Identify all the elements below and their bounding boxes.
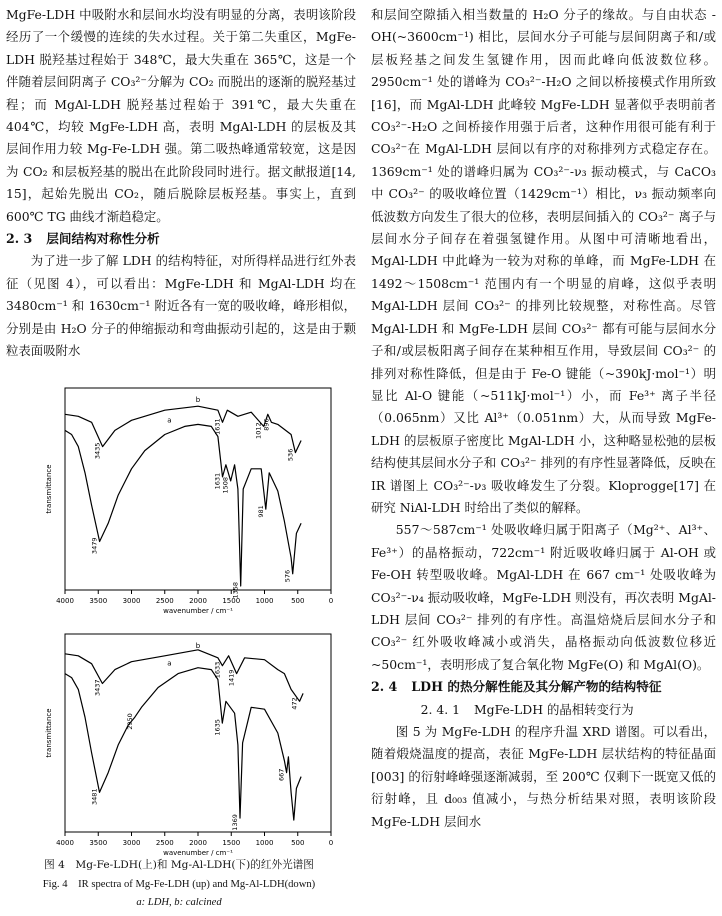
right-column — [371, 4, 716, 833]
peak-label: 3479 — [90, 537, 99, 555]
x-tick-label: 2000 — [189, 839, 207, 847]
peak-label: 1358 — [231, 581, 240, 599]
subsection-number: 2. 4. 1 — [420, 701, 460, 717]
left-paragraph-1: MgFe-LDH 中吸附水和层间水均没有明显的分离，表明该阶段经历了一个缓慢的连续的失水过程。关于第二失重区，MgFe-LDH 脱羟基过程始于 348℃，最大失重在 365℃，这是一个伴随着层间阴离子 CO₃²⁻分解为 CO₂ 而脱出的逐渐的脱羟基过程；而 MgAl-LDH 脱羟基过程始于 391℃，最大失重在 404℃，均较 MgFe-LDH 高，表明 MgAl-LDH 的层板及其层间作用力较 Mg-Fe-LDH 强。第二吸热峰通常较宽，这是因为 CO₂ 和层板羟基的脱出在此阶段同时进行。据文献报道[14, 15]，起始先脱出 CO₂，随后脱除层板羟基。事实上，直到 600℃ TG 曲线才渐趋稳定。 — [6, 7, 356, 224]
peak-label: 472 — [290, 697, 299, 710]
peak-label: 667 — [277, 768, 286, 782]
x-tick-label: 3500 — [89, 597, 108, 605]
x-tick-label: 0 — [328, 839, 334, 847]
subsection-title: MgFe-LDH 的晶相转变行为 — [474, 701, 634, 717]
peak-label: 981 — [256, 505, 265, 518]
peak-label: 1369 — [230, 814, 239, 831]
series-label-b: b — [195, 641, 201, 650]
section-title: LDH 的热分解性能及其分解产物的结构特征 — [411, 679, 662, 695]
series-label-b: b — [195, 396, 201, 405]
section-heading-2-4 — [371, 676, 716, 698]
series-label-a: a — [167, 659, 172, 668]
figure-caption-cn: 图 4 Mg-Fe-LDH(上)和 Mg-Al-LDH(下)的红外光谱图 — [44, 859, 314, 871]
left-column — [6, 4, 356, 363]
x-tick-label: 500 — [291, 839, 305, 847]
ir-spectrum-mgfe — [40, 384, 335, 616]
right-paragraph-2: 557～587cm⁻¹ 处吸收峰归属于阳离子（Mg²⁺、Al³⁺、Fe³⁺）的晶格振动，722cm⁻¹ 附近吸收峰归属于 Al-OH 或 Fe-OH 转型吸收峰。MgAl-LDH 在 667 cm⁻¹ 处吸收峰为 CO₃²⁻-ν₄ 振动吸收峰，MgFe-LDH 则没有，再次表明 MgAl-LDH 层间 CO₃²⁻ 排列的有序性。高温焙烧后层间水分子和 CO₃²⁻ 红外吸收峰减小或消失，晶格振动向低波数位移近 ~50cm⁻¹，表明形成了复合氧化物 MgFe(O) 和 MgAl(O)。 — [371, 522, 716, 672]
x-tick-label: 3500 — [89, 839, 108, 847]
peak-label: 3481 — [90, 788, 99, 805]
x-tick-label: 1000 — [255, 597, 274, 605]
subsection-heading-2-4-1 — [371, 699, 716, 721]
peak-label: 1419 — [227, 669, 236, 687]
figure-caption-en: Fig. 4 IR spectra of Mg-Fe-LDH (up) and Mg-Al-LDH(down) — [42, 879, 316, 890]
section-number: 2. 4 — [371, 679, 398, 695]
ir-spectrum-mgal-svg — [40, 630, 335, 858]
figure-caption-legend: a: LDH, b: calcined — [136, 897, 222, 908]
plot-frame — [65, 634, 331, 832]
section-title: 层间结构对称性分析 — [46, 231, 160, 247]
x-tick-label: 1000 — [255, 839, 274, 847]
x-tick-label: 2000 — [189, 597, 207, 605]
x-axis-label: wavenumber / cm⁻¹ — [163, 607, 233, 615]
peak-label: 1508 — [221, 476, 230, 494]
peak-label: 1012 — [254, 422, 263, 439]
section-number: 2. 3 — [6, 231, 33, 247]
x-tick-label: 3000 — [122, 597, 141, 605]
ir-spectrum-mgfe-svg — [40, 384, 335, 616]
right-paragraph-1: 和层间空隙插入相当数量的 H₂O 分子的缘故。与自由状态 -OH(~3600cm⁻¹) 相比，层间水分子可能与层间阴离子和/或层板羟基之间发生氢键作用，因而此峰向低波数位移。2950cm⁻¹ 处的谱峰为 CO₃²⁻-H₂O 之间以桥接模式作用所致[16]，而 MgAl-LDH 此峰较 MgFe-LDH 显著似乎表明前者 CO₃²⁻-H₂O 之间桥接作用强于后者，这种作用很可能有利于 CO₃²⁻在 MgAl-LDH 层间以有序的对称排列方式稳定存在。1369cm⁻¹ 处的谱峰归属为 CO₃²⁻-ν₃ 振动模式，与 CaCO₃ 中 CO₃²⁻ 的吸收峰位置（1429cm⁻¹）相比，ν₃ 振动频率向低波数方向发生了很大的位移，表明层间插入的 CO₃²⁻ 离子与层间水分子间存在着强氢键作用。从图中可清晰地看出，MgAl-LDH 中此峰为一较为对称的单峰，而 MgFe-LDH 在 1492～1508cm⁻¹ 范围内有一个明显的肩峰，这似乎表明 MgAl-LDH 层间 CO₃²⁻ 的排列比较规整，对称性高。尽管 MgAl-LDH 和 MgFe-LDH 层间 CO₃²⁻ 都有可能与层间水分子和/或层板阳离子间存在某种相互作用，导致层间 CO₃²⁻ 的排列对称性降低，但是由于 Fe-O 键能（~390kJ·mol⁻¹）明显比 Al-O 键能（~511kJ·mol⁻¹）小，而 Fe³⁺ 离子半径（0.065nm）又比 Al³⁺（0.051nm）大，从而导致 MgFe-LDH 的层板原子密度比 MgAl-LDH 小，这种略显松弛的层板结构使其层间水分子和 CO₃²⁻ 排列的有序性显著降低，反映在 IR 谱图上 CO₃²⁻-ν₃ 吸收峰发生了分裂。Kloprogge[17] 在研究 NiAl-LDH 时给出了类似的解释。 — [371, 7, 716, 515]
right-paragraph-3: 图 5 为 MgFe-LDH 的程序升温 XRD 谱图。可以看出，随着煅烧温度的提高，表征 MgFe-LDH 层状结构的特征晶面 [003] 的衍射峰峰强逐渐减弱，至 200℃ 仅剩下一既宽又低的衍射峰，且 d₀₀₃ 值减小，与热分析结果对照，表明该阶段 MgFe-LDH 层间水 — [371, 724, 716, 829]
x-tick-label: 4000 — [56, 839, 74, 847]
x-tick-label: 2500 — [155, 597, 174, 605]
x-tick-label: 2500 — [155, 839, 174, 847]
peak-label: 3435 — [93, 442, 102, 460]
y-axis-label: transmittance — [45, 464, 53, 514]
peak-label: 2950 — [125, 713, 134, 730]
peak-label: 3437 — [93, 679, 102, 697]
x-tick-label: 4000 — [56, 597, 74, 605]
x-tick-label: 1500 — [222, 839, 241, 847]
peak-label: 896 — [262, 418, 271, 431]
peak-label: 1635 — [213, 719, 222, 736]
x-tick-label: 0 — [328, 597, 334, 605]
x-tick-label: 1500 — [222, 597, 241, 605]
series-label-a: a — [167, 416, 172, 425]
y-axis-label: transmittance — [45, 708, 53, 758]
x-tick-label: 500 — [291, 597, 305, 605]
peak-label: 576 — [283, 569, 292, 583]
x-axis-label: wavenumber / cm⁻¹ — [163, 849, 233, 857]
x-tick-label: 3000 — [122, 839, 141, 847]
left-paragraph-2: 为了进一步了解 LDH 的结构特征，对所得样品进行红外表征（见图 4），可以看出：MgFe-LDH 和 MgAl-LDH 均在 3480cm⁻¹ 和 1630cm⁻¹ 附近各有一宽的吸收峰，峰形相似，分别是由 H₂O 分子的伸缩振动和弯曲振动引起的，这是由于颗粒表面吸附水 — [6, 253, 356, 359]
peak-label: 1631 — [213, 472, 222, 490]
section-heading-2-3 — [6, 228, 356, 250]
peak-label: 1631 — [213, 418, 222, 435]
peak-label: 1633 — [213, 661, 222, 679]
peak-label: 536 — [286, 448, 295, 462]
ir-spectrum-mgal — [40, 630, 335, 858]
